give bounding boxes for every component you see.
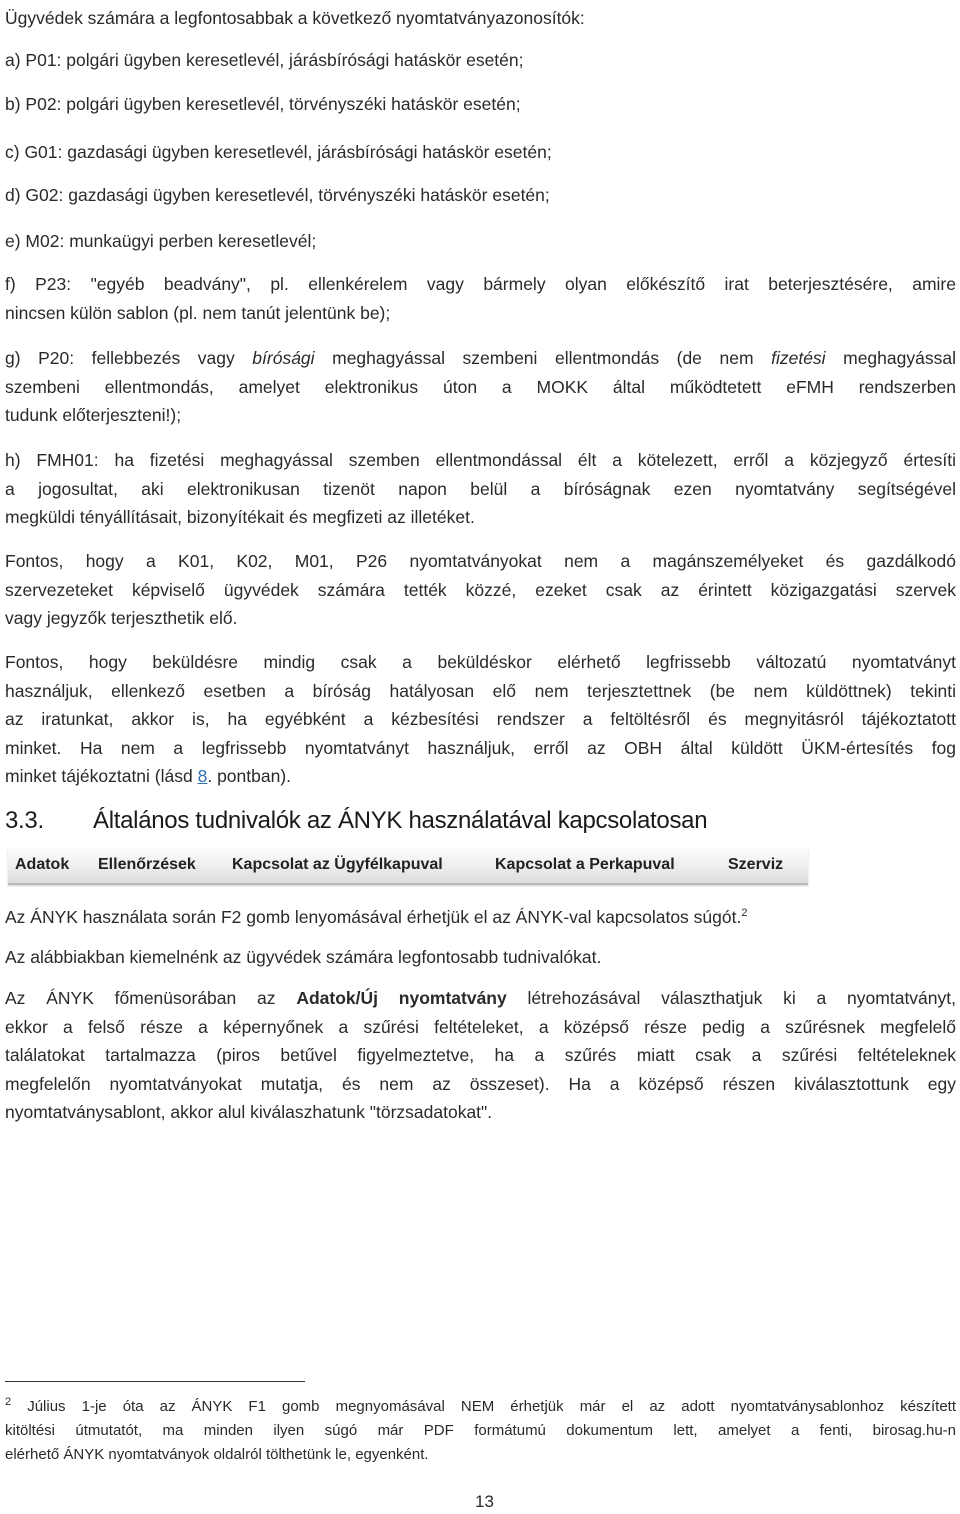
list-item-f-line1: f) P23: "egyéb beadvány", pl. ellenkérelem vagy bármely olyan előkészítő irat beterjesztésére, amire — [5, 274, 956, 294]
emphasis-fizetesi: fizetési — [771, 348, 826, 368]
menu-item-ellenorzesek: Ellenőrzések — [98, 856, 196, 873]
list-item-c: c) G01: gazdasági ügyben keresetlevél, járásbírósági hatáskör esetén; — [5, 142, 552, 162]
section-number: 3.3. — [5, 807, 44, 834]
menu-item-adatok: Adatok — [15, 856, 70, 873]
section-8-link[interactable]: 8 — [197, 766, 208, 786]
emphasis-birosagi: bírósági — [252, 348, 315, 368]
paragraph-fontos-1: Fontos, hogy a K01, K02, M01, P26 nyomtatványokat nem a magánszemélyeket és gazdálkodó szervezeteket képviselő ügyvédek számára tették közzé, ezeket csak az érintett közigazgatási szervek vagy jegyzők terjeszthetik elő. — [5, 551, 956, 628]
footnote: $^2$ Július 1-je óta az ÁNYK F1 gomb megnyomásával NEM érhetjük már el az adott nyomtatványsablonhoz készített kitöltési útmutatót, ma minden ilyen súgó már PDF formátumú dokumentum lett, amelyet a fenti, birosag.hu-n elérhető ÁNYK nyomtatványok oldalról tölthetünk le, egyenként. — [5, 1396, 956, 1463]
paragraph-fontos-2: Fontos, hogy beküldésre mindig csak a beküldéskor elérhető legfrissebb változatú nyomtatványt használjuk, ellenkező esetben a bíróság hatályosan elő nem terjesztettnek (be nem küldöttnek) tekinti az iratunkat, akkor is, ha egyébként a kézbesítési rendszer a feltöltésről és megnyitásról tájékoztatott minket. Ha nem a legfrissebb nyomtatványt használjuk, erről az OBH által küldött ÜKM-értesítés fog minket tájékoztatni (lásd 8. pontban). — [5, 652, 956, 786]
list-item-b: b) P02: polgári ügyben keresetlevél, törvényszéki hatáskör esetén; — [5, 94, 521, 114]
list-item-h — [5, 446, 956, 532]
section-title: Általános tudnivalók az ÁNYK használatával kapcsolatosan — [93, 807, 708, 834]
list-item-h-line2: a jogosultat, aki elektronikusan tizenöt napon belül a bíróságnak ezen nyomtatvány segítségével — [5, 478, 956, 499]
list-item-f-line2: nincsen külön sablon (pl. nem tanút jelentünk be); — [5, 302, 391, 323]
menu-item-perkapu: Kapcsolat a Perkapuval — [495, 856, 675, 873]
footnote-number: 2 — [5, 1396, 12, 1408]
intro-text: Ügyvédek számára a legfontosabbak a következő nyomtatványazonosítók: — [5, 8, 585, 28]
list-item-f — [5, 270, 956, 327]
list-item-d: d) G02: gazdasági ügyben keresetlevél, törvényszéki hatáskör esetén; — [5, 185, 550, 205]
menu-item-szerviz: Szerviz — [728, 856, 784, 873]
list-item-g-line2: szembeni ellentmondás, amelyet elektronikus úton a MOKK által működtetett eFMH rendszerben — [5, 376, 956, 397]
anyk-menubar-image — [8, 849, 808, 885]
paragraph-intro-tips: Az alábbiakban kiemelnénk az ügyvédek számára legfontosabb tudnivalókat. — [5, 947, 602, 967]
list-item-g — [5, 344, 956, 430]
footnote-separator — [5, 1381, 305, 1382]
list-item-g-line3: tudunk előterjeszteni!); — [5, 405, 182, 425]
paragraph-menu-usage: Az ÁNYK főmenüsorában az Adatok/Új nyomtatvány létrehozásával választhatjuk ki a nyomtatványt, ekkor a felső része a képernyőnek a szűrési feltételeket, a középső része pedig a szűrésnek megfelelő találatokat tartalmazza (piros betűvel figyelmeztetve, ha a szűrés miatt csak a szűrési feltételeknek megfelelőn nyomtatványokat mutatja, és nem az összeset). Ha a középső részen kiválasztottunk egy nyomtatványsablont, akkor alul kiválaszhatunk "törzsadatokat". — [5, 988, 956, 1122]
page-number: 13 — [475, 1492, 494, 1511]
list-item-a: a) P01: polgári ügyben keresetlevél, járásbírósági hatáskör esetén; — [5, 50, 524, 70]
list-item-g-line1: g) P20: fellebbezés vagy bírósági meghagyással szembeni ellentmondás (de nem fizetési meghagyással — [5, 348, 956, 368]
section-heading — [5, 804, 707, 838]
footnote-ref: 2 — [741, 907, 748, 920]
menu-item-ugyfelkapu: Kapcsolat az Ügyfélkapuval — [232, 856, 443, 873]
menu-path-highlight: Adatok/Új nyomtatvány — [296, 988, 507, 1008]
paragraph-f2-help: Az ÁNYK használata során F2 gomb lenyomásával érhetjük el az ÁNYK-val kapcsolatos súgót.$^2$ — [5, 907, 748, 927]
list-item-h-line3: megküldi tényállításait, bizonyítékait és megfizeti az illetéket. — [5, 507, 475, 527]
list-item-h-line1: h) FMH01: ha fizetési meghagyással szemben ellentmondással élt a kötelezett, erről a közjegyző értesíti — [5, 450, 956, 470]
list-item-e: e) M02: munkaügyi perben keresetlevél; — [5, 231, 317, 251]
